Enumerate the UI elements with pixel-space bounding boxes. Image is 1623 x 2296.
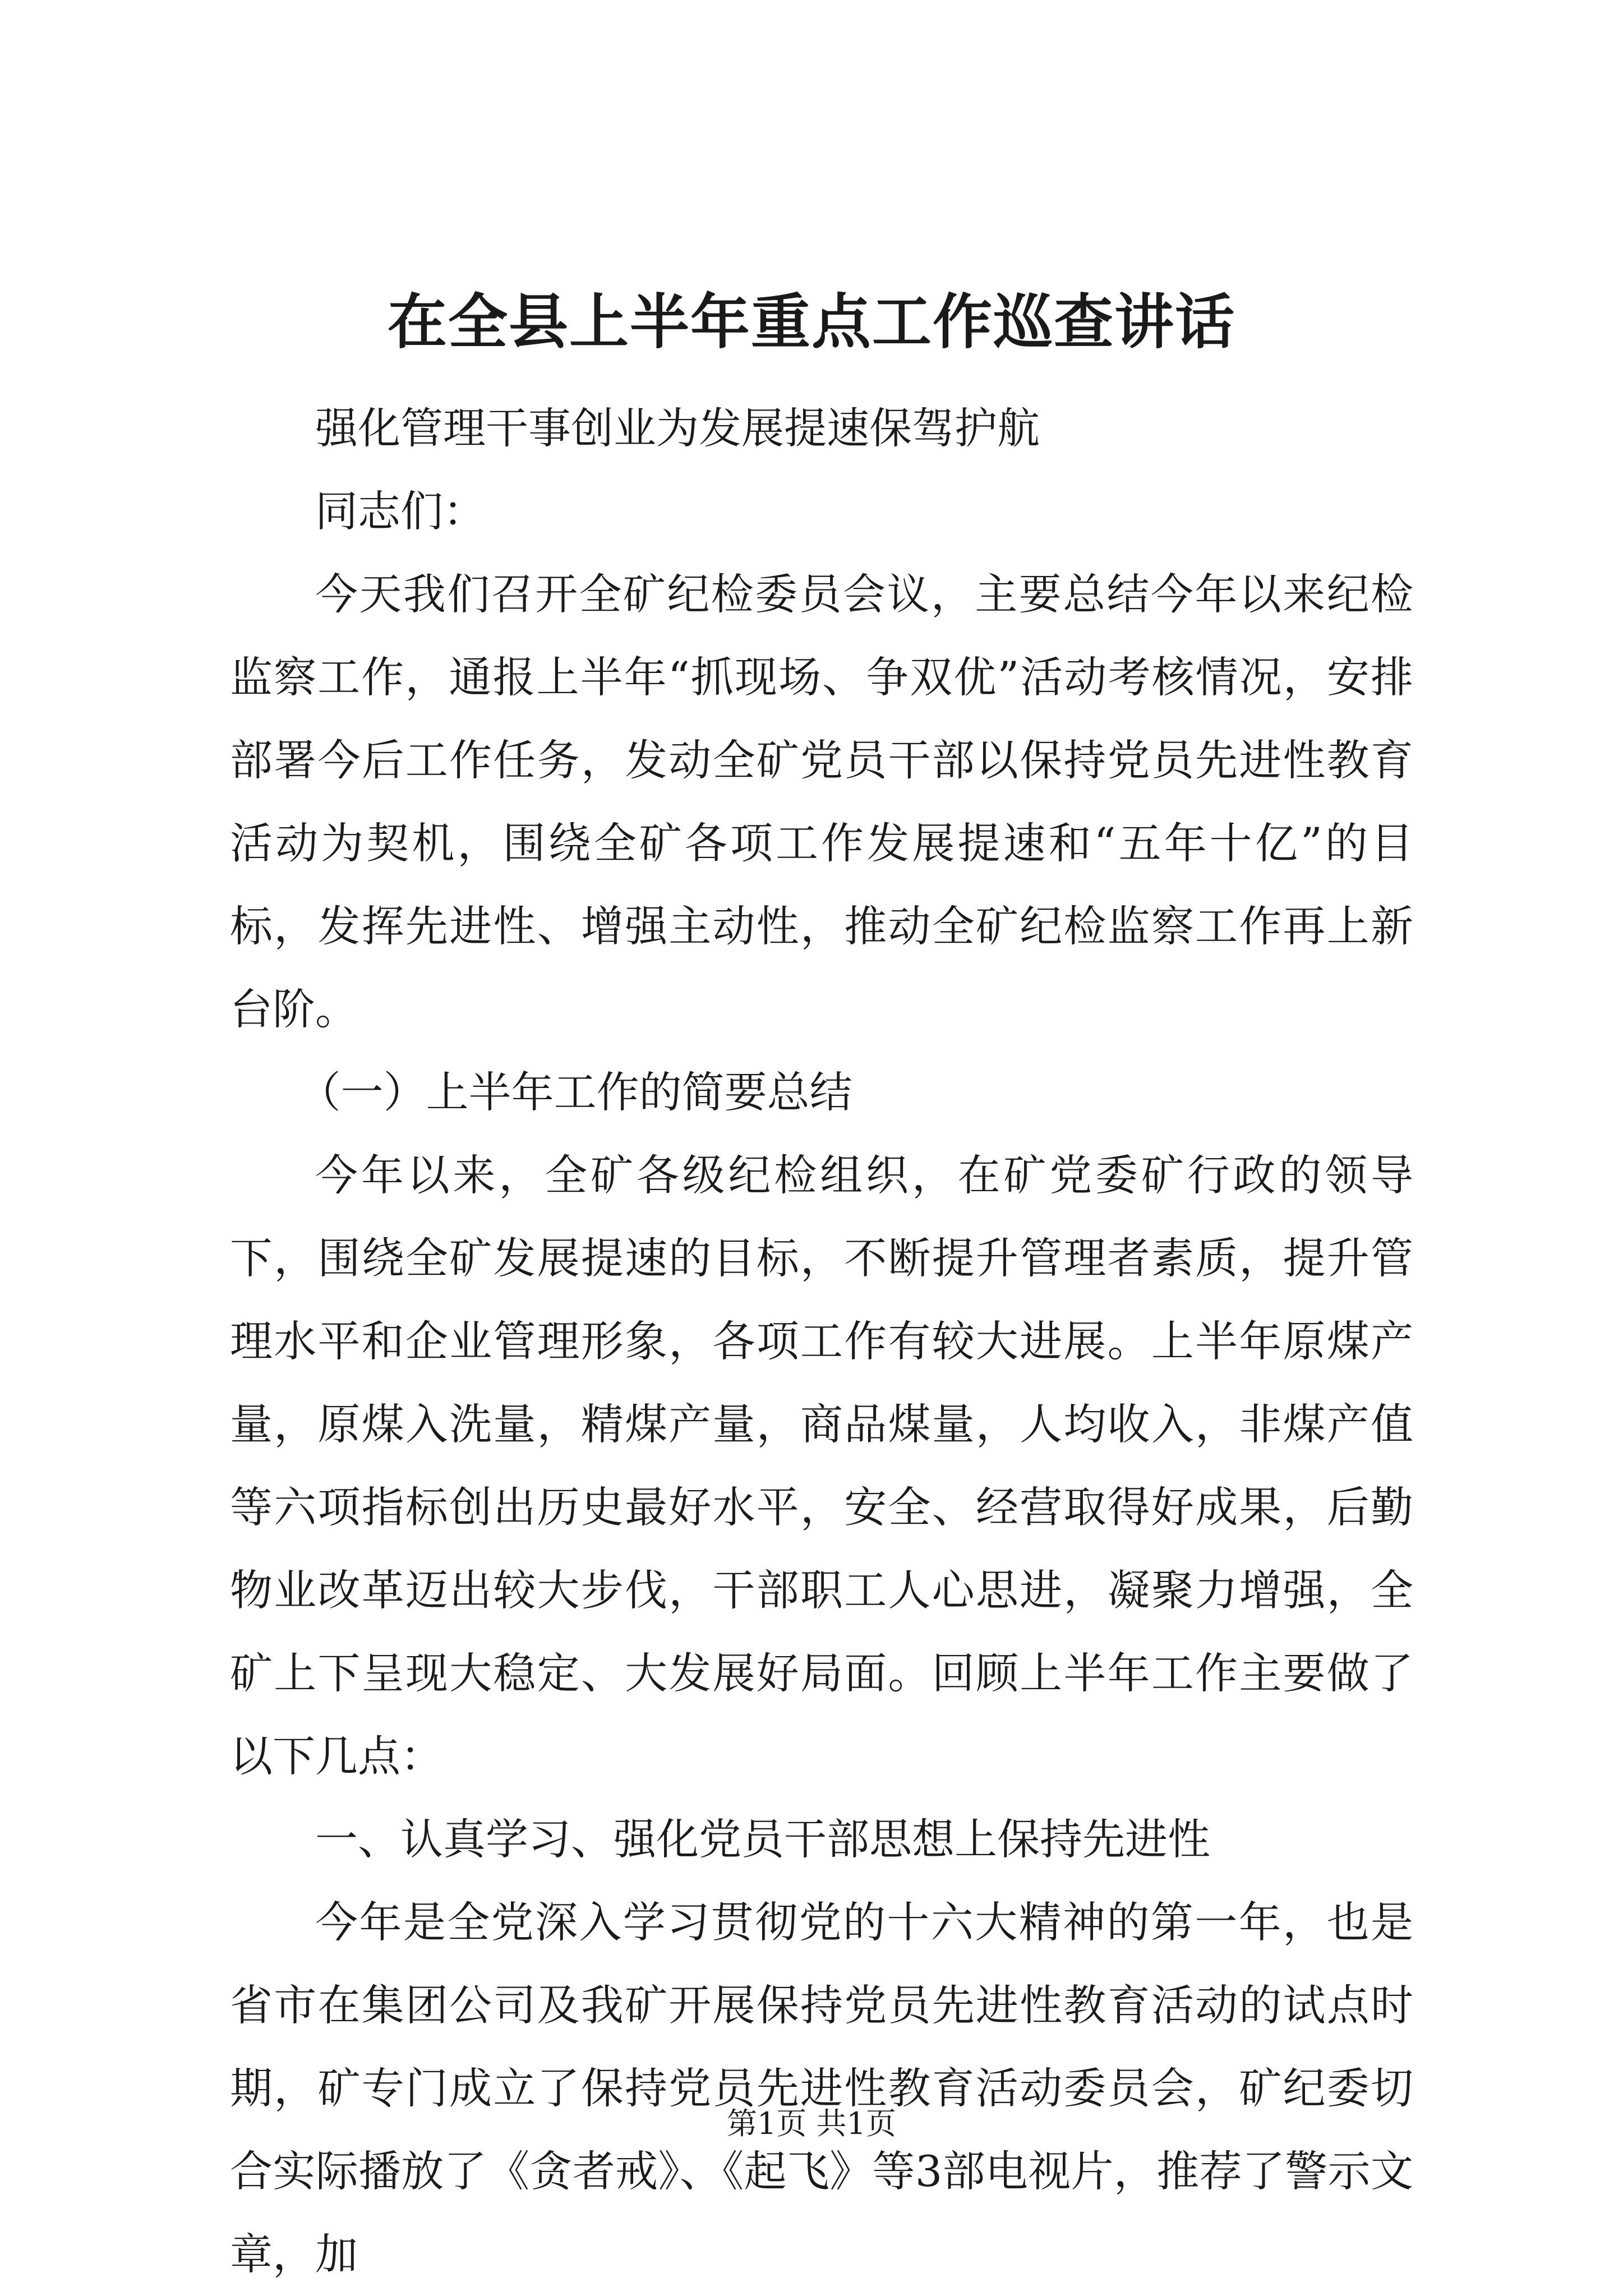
document-title: 在全县上半年重点工作巡查讲话 bbox=[388, 287, 1235, 357]
section-heading: （一）上半年工作的简要总结 bbox=[298, 1067, 852, 1117]
salutation-paragraph: 同志们： bbox=[315, 486, 486, 536]
section-heading: 一、认真学习、强化党员干部思想上保持先进性 bbox=[315, 1814, 1210, 1864]
subtitle-paragraph: 强化管理干事创业为发展提速保驾护航 bbox=[315, 403, 1040, 453]
body-paragraph: 今天我们召开全矿纪检委员会议，主要总结今年以来纪检监察工作，通报上半年“抓现场、争双优”活动考核情况，安排部署今后工作任务，发动全矿党员干部以保持党员先进性教育活动为契机，围绕全矿各项工作发展提速和“五年十亿”的目标，发挥先进性、增强主动性，推动全矿纪检监察工作再上新台阶。 bbox=[230, 569, 1413, 1034]
body-paragraph: 今年是全党深入学习贯彻党的十六大精神的第一年，也是省市在集团公司及我矿开展保持党员先进性教育活动的试点时期，矿专门成立了保持党员先进性教育活动委员会，矿纪委切合实际播放了《贪者戒》、《起飞》等3部电视片，推荐了警示文章，加 bbox=[230, 1897, 1413, 2279]
body-paragraph: 今年以来，全矿各级纪检组织，在矿党委矿行政的领导下，围绕全矿发展提速的目标，不断提升管理者素质，提升管理水平和企业管理形象，各项工作有较大进展。上半年原煤产量，原煤入洗量，精煤产量，商品煤量，人均收入，非煤产值等六项指标创出历史最好水平，安全、经营取得好成果，后勤物业改革迈出较大步伐，干部职工人心思进，凝聚力增强，全矿上下呈现大稳定、大发展好局面。回顾上半年工作主要做了以下几点： bbox=[230, 1150, 1413, 1781]
document-body bbox=[230, 387, 1413, 2296]
page-footer: 第1页 共1页 bbox=[727, 2106, 896, 2141]
